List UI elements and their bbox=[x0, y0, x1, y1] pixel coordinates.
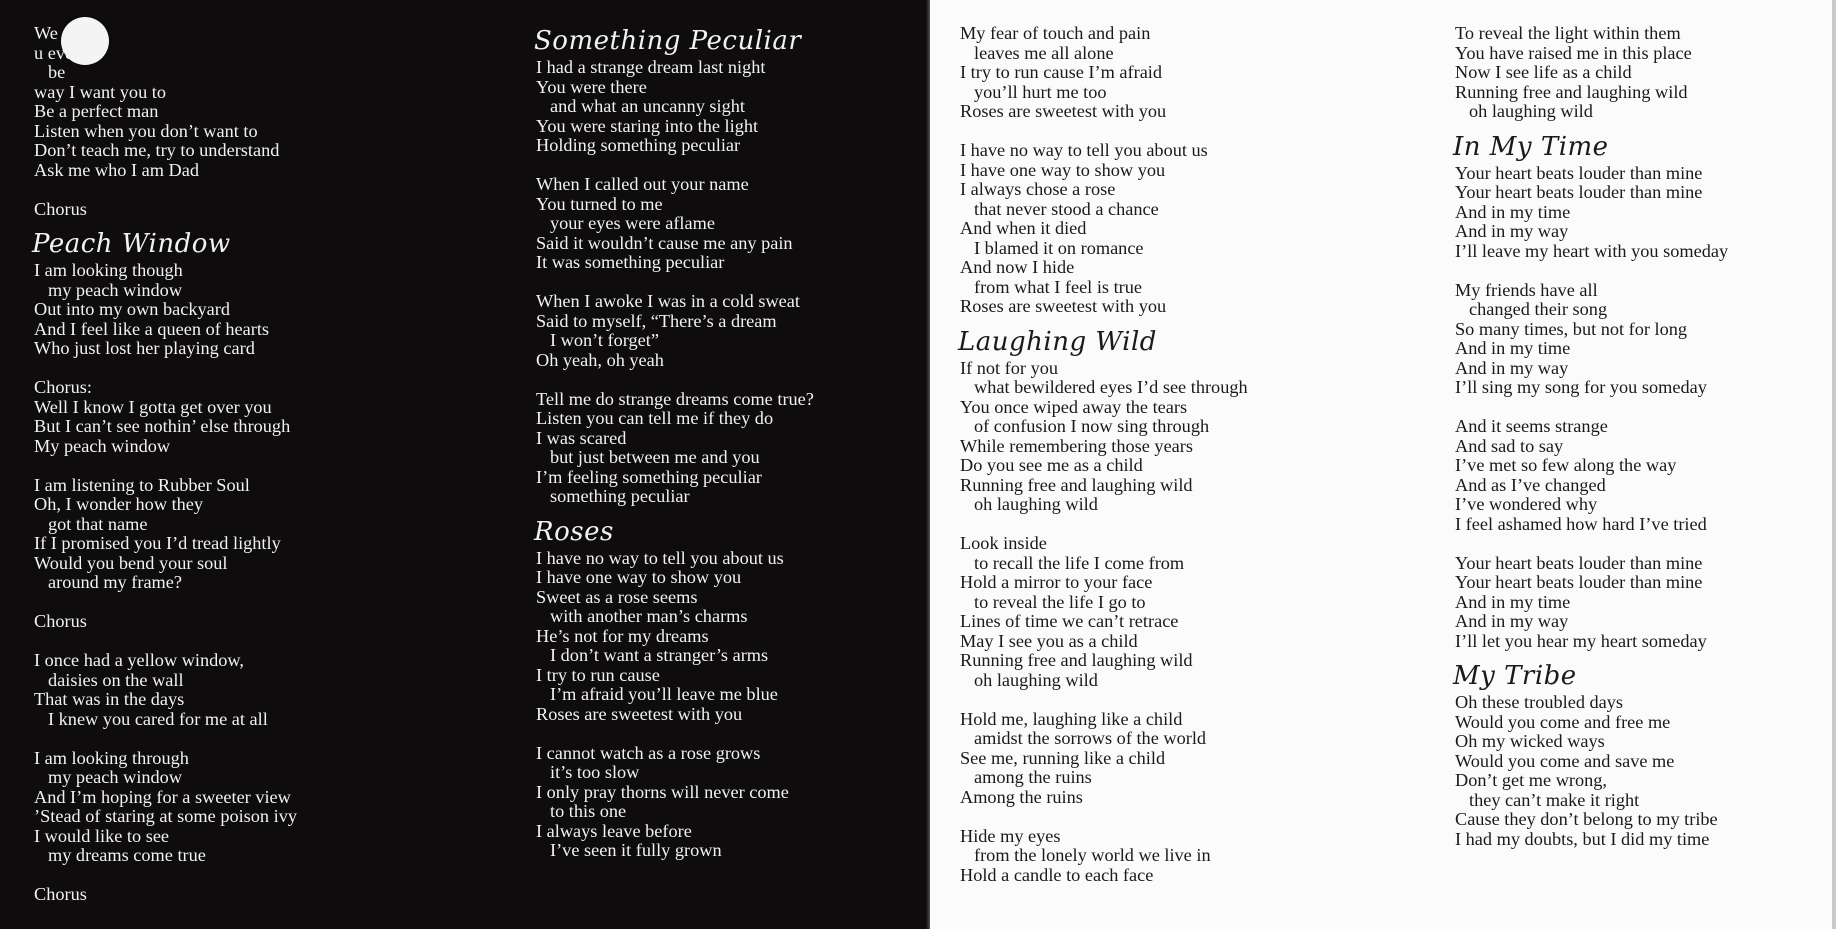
lyric-line: amidst the sorrows of the world bbox=[974, 728, 1207, 748]
lyric-line: I’m afraid you’ll leave me blue bbox=[550, 684, 778, 704]
title-gap bbox=[960, 317, 1400, 325]
lyric-line: I am looking though bbox=[34, 260, 183, 280]
lyric-line: I’m feeling something peculiar bbox=[536, 466, 762, 487]
lyric-line: Out into my own backyard bbox=[34, 299, 230, 319]
lyric-line: I don’t want a stranger’s arms bbox=[550, 645, 769, 665]
lyric-line: Hold a candle to each face bbox=[960, 864, 1154, 885]
lyric-line: I have one way to show you bbox=[536, 567, 742, 587]
lyric-line: I always chose a rose bbox=[960, 179, 1116, 199]
lyric-line: Would you bend your soul bbox=[34, 552, 228, 573]
lyric-line: Do you see me as a child bbox=[960, 455, 1143, 475]
lyrics-column-1 bbox=[34, 24, 464, 905]
lyric-line: way I want you to bbox=[34, 81, 167, 102]
lyric-line: Don’t teach me, try to understand bbox=[34, 140, 280, 160]
stanza-gap bbox=[960, 690, 1400, 710]
lyric-line: You were there bbox=[536, 76, 647, 97]
stanza-gap bbox=[34, 456, 464, 476]
lyric-line: I try to run cause bbox=[536, 664, 660, 685]
lyric-line: If not for you bbox=[960, 357, 1058, 378]
lyric-line: Chorus: bbox=[34, 377, 92, 397]
lyric-line: Your heart beats louder than mine bbox=[1455, 162, 1703, 183]
lyric-line: ’Stead of staring at some poison ivy bbox=[34, 806, 298, 826]
lyric-line: You have raised me in this place bbox=[1455, 42, 1692, 63]
lyric-line: oh laughing wild bbox=[1469, 101, 1593, 121]
song-title: Laughing Wild bbox=[958, 326, 1157, 357]
stanza-gap bbox=[34, 593, 464, 613]
lyric-line: oh laughing wild bbox=[974, 669, 1098, 690]
lyric-line: That was in the days bbox=[34, 689, 185, 709]
lyric-line: Oh, I wonder how they bbox=[34, 494, 204, 514]
title-gap bbox=[34, 219, 464, 227]
lyric-line: My fear of touch and pain bbox=[960, 23, 1151, 43]
stanza-gap bbox=[34, 866, 464, 886]
lyric-line: what bewildered eyes I’d see through bbox=[974, 377, 1248, 397]
stanza-gap bbox=[960, 807, 1400, 827]
title-gap bbox=[536, 507, 926, 515]
lyric-line: My peach window bbox=[34, 435, 171, 456]
lyric-line: I am looking through bbox=[34, 747, 189, 768]
song-title: In My Time bbox=[1453, 131, 1609, 162]
lyric-line: I always leave before bbox=[536, 820, 692, 841]
lyric-line: See me, running like a child bbox=[960, 747, 1166, 768]
lyric-line: to this one bbox=[550, 801, 627, 821]
lyric-line: my peach window bbox=[48, 279, 183, 300]
lyric-line: When I awoke I was in a cold sweat bbox=[536, 291, 800, 311]
lyric-line: I cannot watch as a rose grows bbox=[536, 742, 761, 763]
lyric-line: with another man’s charms bbox=[550, 606, 748, 626]
lyric-line: Roses are sweetest with you bbox=[960, 101, 1167, 121]
lyric-line: And in my time bbox=[1455, 591, 1571, 612]
lyric-line: If I promised you I’d tread lightly bbox=[34, 533, 281, 553]
lyric-line: I have no way to tell you about us bbox=[960, 140, 1208, 160]
lyric-line: from the lonely world we live in bbox=[974, 845, 1211, 865]
lyric-line: I have no way to tell you about us bbox=[536, 547, 784, 568]
stanza-gap bbox=[1455, 398, 1835, 418]
lyric-line: to reveal the life I go to bbox=[974, 591, 1146, 612]
lyrics-column-3 bbox=[960, 24, 1400, 885]
lyric-line: Would you come and save me bbox=[1455, 750, 1675, 771]
lyric-line: And it seems strange bbox=[1455, 416, 1608, 436]
lyric-line: Who just lost her playing card bbox=[34, 338, 255, 358]
lyric-line: While remembering those years bbox=[960, 435, 1193, 456]
lyric-line: I am listening to Rubber Soul bbox=[34, 474, 250, 495]
lyric-line: And as I’ve changed bbox=[1455, 474, 1606, 495]
lyric-line: And I feel like a queen of hearts bbox=[34, 318, 270, 339]
lyric-line: I won’t forget” bbox=[550, 330, 659, 350]
lyric-line: Oh yeah, oh yeah bbox=[536, 349, 664, 370]
lyrics-column-4 bbox=[1455, 24, 1835, 849]
lyric-line: May I see you as a child bbox=[960, 630, 1138, 651]
song-title: Peach Window bbox=[32, 229, 231, 259]
lyric-line: And in my time bbox=[1455, 201, 1571, 222]
song-title: Something Peculiar bbox=[534, 26, 802, 56]
lyric-line: Among the ruins bbox=[960, 786, 1083, 807]
lyric-line: He’s not for my dreams bbox=[536, 625, 709, 646]
lyric-line: something peculiar bbox=[550, 486, 690, 506]
lyric-line: We bbox=[34, 23, 58, 43]
lyric-line: Holding something peculiar bbox=[536, 135, 741, 155]
lyric-line: You were staring into the light bbox=[536, 115, 759, 136]
lyric-line: When I called out your name bbox=[536, 174, 749, 194]
lyric-line: Hide my eyes bbox=[960, 825, 1061, 846]
lyric-line: be bbox=[48, 62, 66, 82]
lyric-line: Your heart beats louder than mine bbox=[1455, 572, 1703, 592]
lyric-line: and what an uncanny sight bbox=[550, 96, 745, 116]
lyric-line: My friends have all bbox=[1455, 279, 1598, 300]
lyric-line: Look inside bbox=[960, 533, 1047, 553]
lyric-line: Would you come and free me bbox=[1455, 711, 1671, 732]
lyric-line: Running free and laughing wild bbox=[960, 650, 1193, 670]
page-edge bbox=[1832, 0, 1836, 929]
lyric-line: Lines of time we can’t retrace bbox=[960, 611, 1179, 631]
stanza-gap bbox=[536, 273, 926, 293]
stanza-gap bbox=[34, 180, 464, 200]
lyric-line: u ever bbox=[34, 42, 80, 63]
lyric-line: Chorus bbox=[34, 884, 87, 904]
lyric-line: And now I hide bbox=[960, 257, 1075, 277]
lyric-line: around my frame? bbox=[48, 572, 183, 592]
stanza-gap bbox=[34, 359, 464, 379]
lyric-line: Well I know I gotta get over you bbox=[34, 396, 272, 417]
lyric-line: I’ll sing my song for you someday bbox=[1455, 377, 1707, 397]
lyric-line: I’ve wondered why bbox=[1455, 494, 1598, 514]
lyric-line: leaves me all alone bbox=[974, 42, 1114, 63]
lyric-line: your eyes were aflame bbox=[550, 213, 715, 233]
lyric-line: To reveal the light within them bbox=[1455, 23, 1681, 43]
stanza-gap bbox=[34, 729, 464, 749]
lyric-line: I’ve met so few along the way bbox=[1455, 455, 1677, 475]
lyric-line: I was scared bbox=[536, 427, 627, 448]
stanza-gap bbox=[536, 724, 926, 744]
lyric-line: Cause they don’t belong to my tribe bbox=[1455, 809, 1718, 829]
lyric-line: Chorus bbox=[34, 611, 87, 631]
lyric-line: Said to myself, “There’s a dream bbox=[536, 310, 777, 331]
lyric-line: I’ll leave my heart with you someday bbox=[1455, 240, 1729, 261]
lyric-line: you’ll hurt me too bbox=[974, 81, 1107, 102]
lyric-line: I knew you cared for me at all bbox=[48, 708, 268, 729]
lyric-line: I try to run cause I’m afraid bbox=[960, 62, 1163, 82]
title-gap bbox=[1455, 122, 1835, 130]
lyric-line: of confusion I now sing through bbox=[974, 416, 1210, 436]
lyric-line: that never stood a chance bbox=[974, 198, 1159, 219]
lyric-line: Sweet as a rose seems bbox=[536, 586, 698, 607]
lyric-line: I’ve seen it fully grown bbox=[550, 840, 722, 860]
lyric-line: Said it wouldn’t cause me any pain bbox=[536, 232, 793, 253]
lyric-line: I have one way to show you bbox=[960, 159, 1166, 180]
lyric-line: Don’t get me wrong, bbox=[1455, 770, 1607, 790]
stanza-gap bbox=[960, 515, 1400, 535]
stanza-gap bbox=[1455, 534, 1835, 554]
lyric-line: I feel ashamed how hard I’ve tried bbox=[1455, 513, 1707, 534]
lyric-line: You turned to me bbox=[536, 193, 663, 214]
lyric-line: And in my way bbox=[1455, 611, 1569, 631]
lyrics-column-2 bbox=[536, 24, 926, 861]
lyric-line: Roses are sweetest with you bbox=[536, 703, 743, 724]
lyric-line: I once had a yellow window, bbox=[34, 650, 245, 670]
stanza-gap bbox=[1455, 261, 1835, 281]
lyric-line: oh laughing wild bbox=[974, 494, 1098, 514]
lyric-line: my dreams come true bbox=[48, 845, 206, 865]
lyric-line: And in my way bbox=[1455, 357, 1569, 378]
lyric-line: Your heart beats louder than mine bbox=[1455, 552, 1703, 573]
lyric-line: And in my time bbox=[1455, 338, 1571, 358]
stanza-gap bbox=[34, 632, 464, 652]
lyric-line: You once wiped away the tears bbox=[960, 396, 1188, 417]
lyric-line: Ask me who I am Dad bbox=[34, 159, 200, 180]
lyric-line: daisies on the wall bbox=[48, 669, 184, 690]
lyric-line: but just between me and you bbox=[550, 447, 760, 467]
lyric-line: it’s too slow bbox=[550, 762, 640, 782]
lyric-line: changed their song bbox=[1469, 299, 1608, 319]
lyric-line: among the ruins bbox=[974, 767, 1092, 787]
lyric-line: Oh my wicked ways bbox=[1455, 731, 1605, 751]
lyric-line: from what I feel is true bbox=[974, 276, 1143, 297]
song-title: Roses bbox=[534, 516, 614, 547]
lyric-line: Now I see life as a child bbox=[1455, 62, 1632, 82]
lyric-line: Chorus bbox=[34, 198, 87, 219]
lyric-line: So many times, but not for long bbox=[1455, 318, 1688, 339]
title-gap bbox=[1455, 651, 1835, 659]
lyric-line: Running free and laughing wild bbox=[960, 474, 1193, 495]
lyric-line: I blamed it on romance bbox=[974, 237, 1144, 258]
lyric-line: my peach window bbox=[48, 767, 183, 787]
lyric-line: Hold me, laughing like a child bbox=[960, 708, 1183, 729]
lyric-line: they can’t make it right bbox=[1469, 789, 1640, 810]
lyric-line: And sad to say bbox=[1455, 435, 1564, 456]
lyric-line: It was something peculiar bbox=[536, 252, 725, 272]
lyric-line: Your heart beats louder than mine bbox=[1455, 182, 1703, 202]
lyric-line: I had my doubts, but I did my time bbox=[1455, 828, 1710, 849]
song-title: My Tribe bbox=[1453, 661, 1577, 691]
stanza-gap bbox=[536, 156, 926, 176]
lyric-line: got that name bbox=[48, 513, 148, 534]
lyric-line: Roses are sweetest with you bbox=[960, 296, 1167, 316]
lyric-line: Be a perfect man bbox=[34, 101, 159, 121]
lyric-line: Listen when you don’t want to bbox=[34, 120, 258, 141]
lyric-line: I’ll let you hear my heart someday bbox=[1455, 630, 1707, 651]
lyric-line: Running free and laughing wild bbox=[1455, 81, 1688, 102]
lyric-line: Oh these troubled days bbox=[1455, 692, 1624, 712]
lyric-line: I only pray thorns will never come bbox=[536, 781, 789, 802]
light-panel bbox=[930, 0, 1836, 929]
lyric-line: Tell me do strange dreams come true? bbox=[536, 388, 814, 409]
lyric-line: to recall the life I come from bbox=[974, 552, 1185, 573]
lyric-line: And I’m hoping for a sweeter view bbox=[34, 786, 291, 807]
lyric-line: And in my way bbox=[1455, 221, 1569, 241]
lyric-line: Listen you can tell me if they do bbox=[536, 408, 774, 428]
lyric-line: I would like to see bbox=[34, 825, 170, 846]
stanza-gap bbox=[536, 370, 926, 390]
stanza-gap bbox=[960, 122, 1400, 142]
lyric-line: But I can’t see nothin’ else through bbox=[34, 416, 291, 436]
lyric-line: And when it died bbox=[960, 218, 1087, 238]
lyric-line: I had a strange dream last night bbox=[536, 57, 766, 77]
lyric-line: Hold a mirror to your face bbox=[960, 572, 1153, 592]
